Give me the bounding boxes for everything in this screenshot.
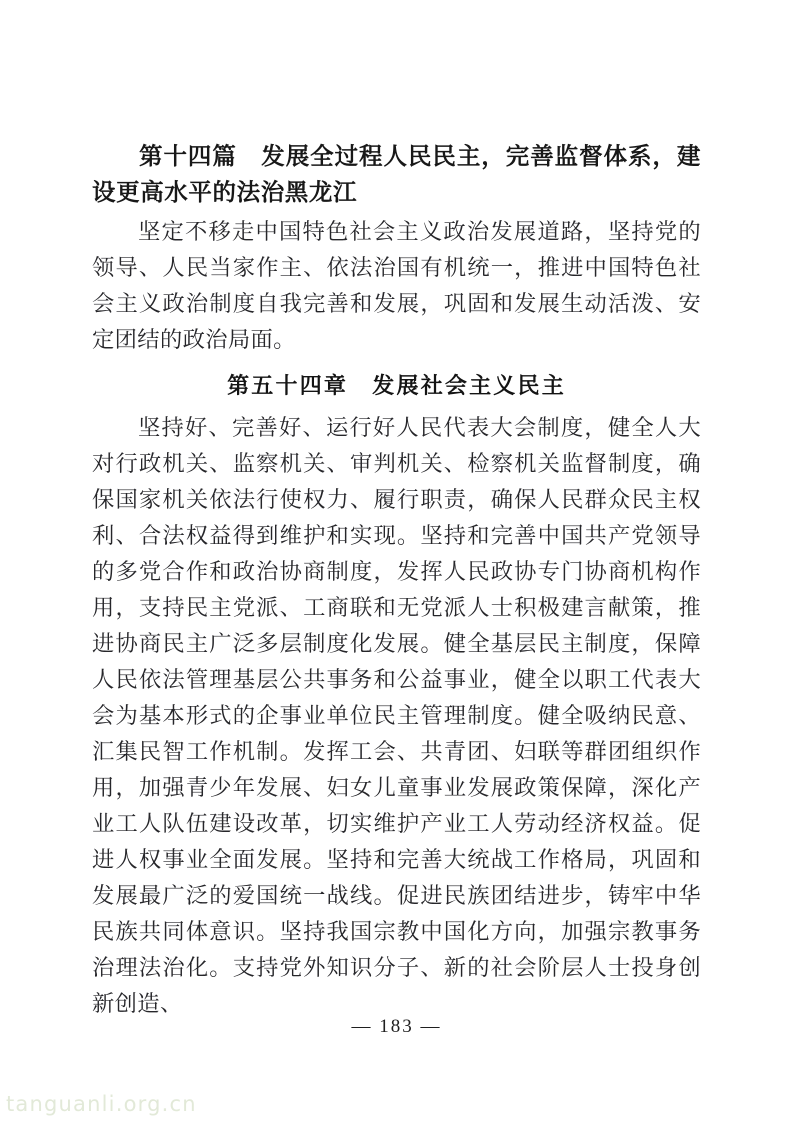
chapter-body-paragraph: 坚持好、完善好、运行好人民代表大会制度，健全人大对行政机关、监察机关、审判机关、检察机关监督制度，确保国家机关依法行使权力、履行职责，确保人民群众民主权利、合法权益得到维护和实现。坚持和完善中国共产党领导的多党合作和政治协商制度，发挥人民政协专门协商机构作用，支持民主党派、工商联和无党派人士积极建言献策，推进协商民主广泛多层制度化发展。健全基层民主制度，保障人民依法管理基层公共事务和公益事业，健全以职工代表大会为基本形式的企事业单位民主管理制度。健全吸纳民意、汇集民智工作机制。发挥工会、共青团、妇联等群团组织作用，加强青少年发展、妇女儿童事业发展政策保障，深化产业工人队伍建设改革，切实维护产业工人劳动经济权益。促进人权事业全面发展。坚持和完善大统战工作格局，巩固和发展最广泛的爱国统一战线。促进民族团结进步，铸牢中华民族共同体意识。坚持我国宗教中国化方向，加强宗教事务治理法治化。支持党外知识分子、新的社会阶层人士投身创新创造、 bbox=[92, 415, 701, 1017]
chapter-heading: 第五十四章 发展社会主义民主 bbox=[227, 373, 566, 399]
intro-paragraph: 坚定不移走中国特色社会主义政治发展道路，坚持党的领导、人民当家作主、依法治国有机统一，推进中国特色社会主义政治制度自我完善和发展，巩固和发展生动活泼、安定团结的政治局面。 bbox=[92, 219, 701, 353]
site-watermark: tanguanli.org.cn bbox=[6, 1092, 197, 1116]
part-heading: 第十四篇 发展全过程人民民主，完善监督体系，建设更高水平的法治黑龙江 bbox=[92, 142, 701, 206]
page-content bbox=[92, 138, 701, 1022]
page-number: — 183 — bbox=[351, 1016, 442, 1037]
